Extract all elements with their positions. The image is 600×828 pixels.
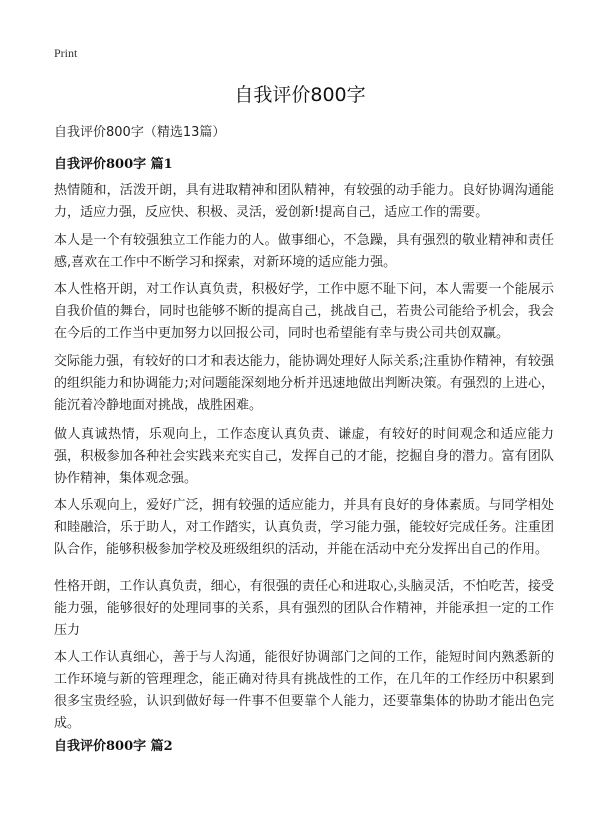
paragraph-6: 本人乐观向上，爱好广泛，拥有较强的适应能力，并具有良好的身体素质。与同学相处和睦融洽，乐于助人，对工作踏实，认真负责，学习能力强，能较好完成任务。注重团队合作，能够积极参加学校及班级组织的活动，并能在活动中充分发挥出自己的作用。 — [54, 498, 554, 557]
document-subtitle: 自我评价800字（精选13篇） — [54, 125, 226, 140]
paragraph-4: 交际能力强，有较好的口才和表达能力，能协调处理好人际关系;注重协作精神，有较强的组织能力和协调能力;对问题能深刻地分析并迅速地做出判断决策。有强烈的上进心，能沉着冷静地面对挑战，战胜困难。 — [54, 354, 554, 413]
paragraph-7: 性格开朗，工作认真负责，细心，有很强的责任心和进取心,头脑灵活，不怕吃苦，接受能力强，能够很好的处理同事的关系，具有强烈的团队合作精神，并能承担一定的工作压力 — [54, 579, 554, 638]
page-title: 自我评价800字 — [234, 84, 366, 106]
paragraph-8: 本人工作认真细心，善于与人沟通，能很好协调部门之间的工作，能短时间内熟悉新的工作环境与新的管理理念，能正确对待具有挑战性的工作，在几年的工作经历中积累到很多宝贵经验，认识到做好每一件事不但要靠个人能力，还要靠集体的协助才能出色完成。 — [54, 650, 554, 731]
paragraph-1: 热情随和，活泼开朗，具有进取精神和团队精神，有较强的动手能力。良好协调沟通能力，适应力强，反应快、积极、灵活，爱创新!提高自己，适应工作的需要。 — [54, 183, 554, 220]
print-link[interactable]: Print — [54, 46, 78, 60]
paragraph-3: 本人性格开朗，对工作认真负责，积极好学，工作中愿不耻下问，本人需要一个能展示自我价值的舞台，同时也能够不断的提高自己，挑战自己，若贵公司能给予机会，我会在今后的工作当中更加努力以回报公司，同时也希望能有幸与贵公司共创双赢。 — [54, 282, 554, 341]
section-heading-2: 自我评价800字 篇2 — [54, 739, 173, 754]
paragraph-2: 本人是一个有较强独立工作能力的人。做事细心，不急躁，具有强烈的敬业精神和责任感,喜欢在工作中不断学习和探索，对新环境的适应能力强。 — [54, 233, 554, 270]
paragraph-5: 做人真诚热情，乐观向上，工作态度认真负责、谦虚，有较好的时间观念和适应能力强，积极参加各种社会实践来充实自己，发挥自己的才能，挖掘自身的潜力。富有团队协作精神，集体观念强。 — [54, 427, 554, 486]
section-heading-1: 自我评价800字 篇1 — [54, 157, 173, 172]
